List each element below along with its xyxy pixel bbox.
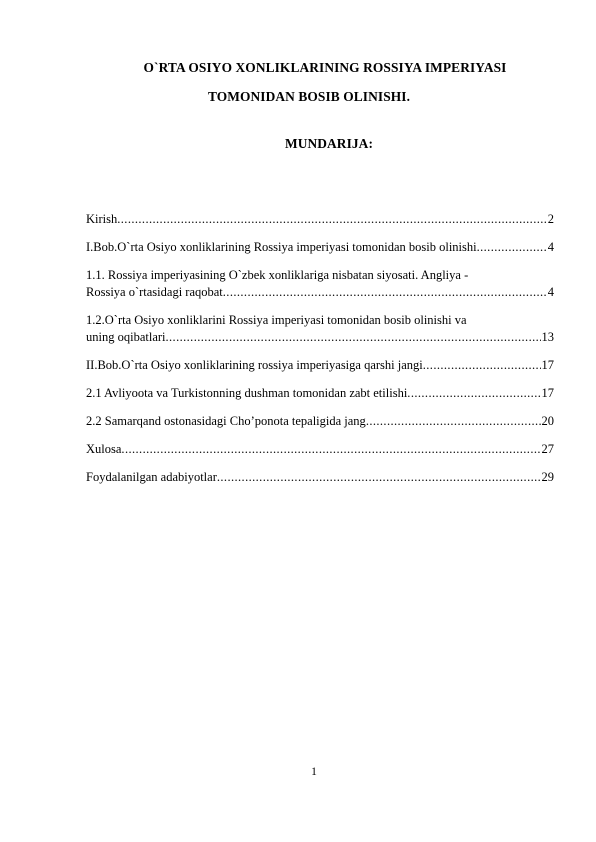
toc-dot-leader bbox=[223, 284, 547, 301]
toc-page-number: 27 bbox=[541, 442, 554, 456]
document-title-line-2: TOMONIDAN BOSIB OLINISHI. bbox=[207, 89, 411, 104]
toc-page-number: 4 bbox=[547, 240, 554, 254]
toc-dot-leader bbox=[166, 329, 541, 346]
table-of-contents bbox=[86, 211, 554, 486]
toc-entry-section-2-2[interactable] bbox=[86, 413, 554, 430]
toc-entry-section-2-1[interactable] bbox=[86, 385, 554, 402]
toc-entry-title: 2.2 Samarqand ostonasidagi Cho’ponota tepaligida jang bbox=[86, 414, 366, 428]
toc-entry-title-line-1: 1.2.O`rta Osiyo xonliklarini Rossiya imperiyasi tomonidan bosib olinishi va bbox=[86, 313, 467, 327]
toc-page-number: 13 bbox=[541, 330, 554, 344]
toc-entry-title: Xulosa bbox=[86, 442, 122, 456]
toc-entry-adabiyotlar[interactable] bbox=[86, 469, 554, 486]
toc-entry-section-1-2[interactable] bbox=[86, 312, 554, 346]
document-title-line-1: O`RTA OSIYO XONLIKLARINING ROSSIYA IMPERIYASI bbox=[143, 60, 507, 75]
toc-entry-xulosa[interactable] bbox=[86, 441, 554, 458]
toc-dot-leader bbox=[407, 385, 540, 402]
toc-dot-leader bbox=[477, 239, 547, 256]
toc-page-number: 4 bbox=[547, 285, 554, 299]
toc-entry-title: 2.1 Avliyoota va Turkistonning dushman tomonidan zabt etilishi bbox=[86, 386, 408, 400]
toc-dot-leader bbox=[217, 469, 541, 486]
contents-heading: MUNDARIJA: bbox=[284, 136, 374, 151]
toc-dot-leader bbox=[423, 357, 541, 374]
toc-dot-leader bbox=[366, 413, 541, 430]
toc-entry-title: Rossiya o`rtasidagi raqobat bbox=[86, 285, 223, 299]
toc-dot-leader bbox=[121, 441, 540, 458]
toc-entry-title: Foydalanilgan adabiyotlar bbox=[86, 470, 217, 484]
toc-entry-title: Kirish bbox=[86, 212, 118, 226]
toc-page-number: 17 bbox=[541, 386, 554, 400]
toc-page-number: 17 bbox=[541, 358, 554, 372]
toc-entry-chapter-1[interactable] bbox=[86, 239, 554, 256]
toc-entry-title: uning oqibatlari bbox=[86, 330, 166, 344]
toc-entry-chapter-2[interactable] bbox=[86, 357, 554, 374]
toc-page-number: 29 bbox=[541, 470, 554, 484]
toc-dot-leader bbox=[117, 211, 547, 228]
toc-entry-title: I.Bob.O`rta Osiyo xonliklarining Rossiya imperiyasi tomonidan bosib olinishi bbox=[86, 240, 477, 254]
toc-page-number: 2 bbox=[547, 212, 554, 226]
toc-page-number: 20 bbox=[541, 414, 554, 428]
toc-entry-section-1-1[interactable] bbox=[86, 267, 554, 301]
page-number: 1 bbox=[311, 766, 317, 778]
toc-entry-title-line-1: 1.1. Rossiya imperiyasining O`zbek xonliklariga nisbatan siyosati. Angliya - bbox=[86, 268, 469, 282]
toc-entry-kirish[interactable] bbox=[86, 211, 554, 228]
toc-entry-title: II.Bob.O`rta Osiyo xonliklarining rossiya imperiyasiga qarshi jangi bbox=[86, 358, 423, 372]
